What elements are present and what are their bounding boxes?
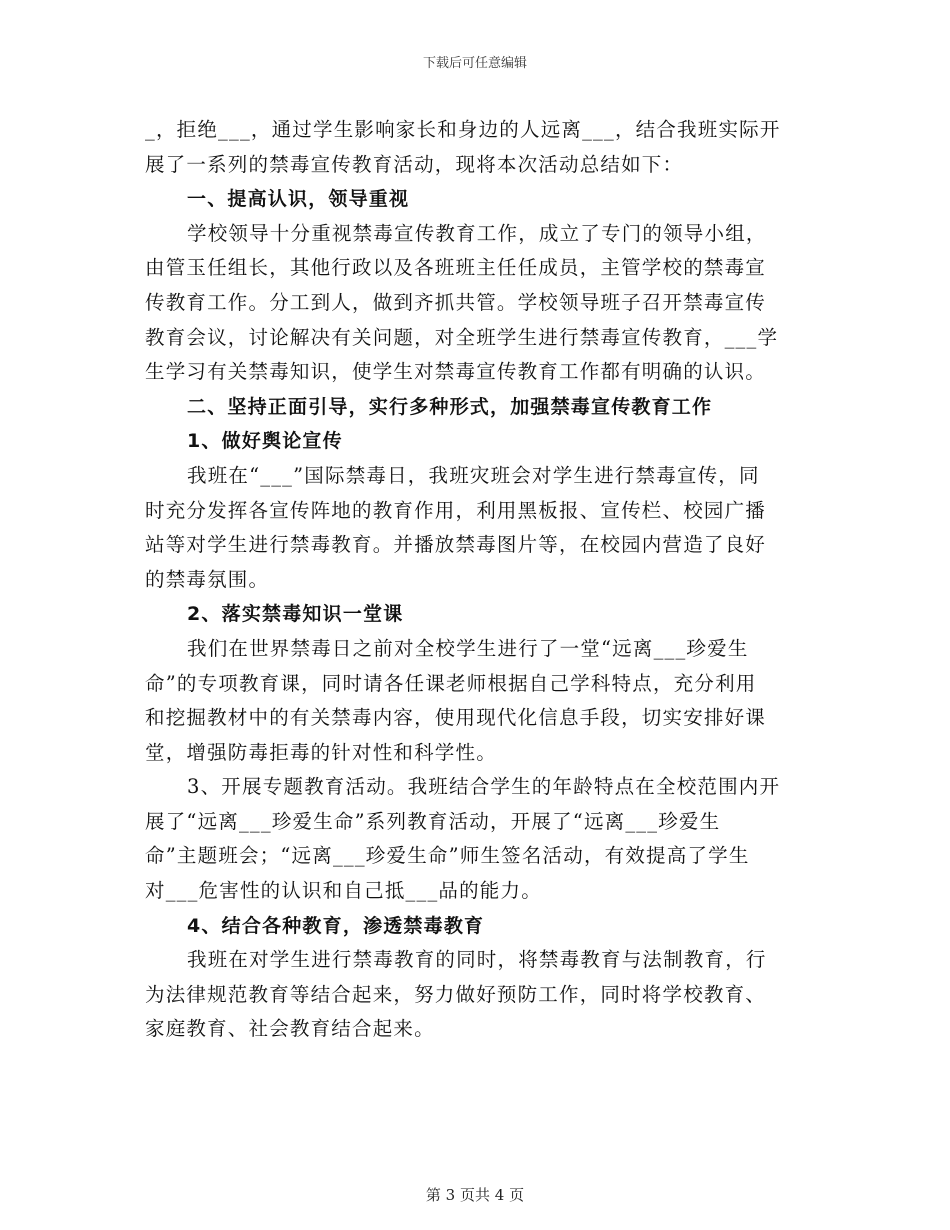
paragraph-line: 家庭教育、社会教育结合起来。 <box>145 1017 435 1041</box>
paragraph-line: 对___危害性的认识和自己抵___品的能力。 <box>145 879 542 903</box>
section-heading: 1、做好舆论宣传 <box>187 430 343 453</box>
paragraph-line: 生学习有关禁毒知识，使学生对禁毒宣传教育工作都有明确的认识。 <box>145 360 767 384</box>
paragraph-line: 由管玉任组长，其他行政以及各班班主任任成员，主管学校的禁毒宣 <box>145 256 767 280</box>
section-heading: 二、坚持正面引导，实行多种形式，加强禁毒宣传教育工作 <box>187 395 713 418</box>
page-footer: 第 3 页共 4 页 <box>425 1186 525 1204</box>
paragraph-line: 命”的专项教育课，同时请各任课老师根据自己学科特点，充分利用 <box>145 671 757 695</box>
paragraph-line: 我班在“___”国际禁毒日，我班灾班会对学生进行禁毒宣传，同 <box>187 463 760 487</box>
paragraph-line: 传教育工作。分工到人，做到齐抓共管。学校领导班子召开禁毒宣传 <box>145 290 767 314</box>
paragraph-line: 我班在对学生进行禁毒教育的同时，将禁毒教育与法制教育，行 <box>187 948 767 972</box>
paragraph-line: 教育会议，讨论解决有关问题，对全班学生进行禁毒宣传教育，___学 <box>145 325 779 349</box>
paragraph-line: _，拒绝___，通过学生影响家长和身边的人远离___，结合我班实际开 <box>145 118 781 141</box>
section-heading: 2、落实禁毒知识一堂课 <box>187 603 404 626</box>
paragraph-line: 堂，增强防毒拒毒的针对性和科学性。 <box>145 740 497 764</box>
paragraph-line: 学校领导十分重视禁毒宣传教育工作，成立了专门的领导小组， <box>187 221 767 245</box>
paragraph-line: 和挖掘教材中的有关禁毒内容，使用现代化信息手段，切实安排好课 <box>145 706 767 730</box>
section-heading: 一、提高认识，领导重视 <box>187 188 410 211</box>
paragraph-line: 站等对学生进行禁毒教育。并播放禁毒图片等，在校园内营造了良好 <box>145 533 767 557</box>
page-header: 下载后可任意编辑 <box>422 56 527 71</box>
section-heading: 4、结合各种教育，渗透禁毒教育 <box>187 914 485 937</box>
paragraph-line: 展了一系列的禁毒宣传教育活动，现将本次活动总结如下： <box>145 152 684 176</box>
paragraph-line: 命”主题班会；“远离___珍爱生命”师生签名活动，有效提高了学生 <box>145 844 750 868</box>
paragraph-line: 的禁毒氛围。 <box>145 567 270 591</box>
paragraph-line: 为法律规范教育等结合起来，努力做好预防工作，同时将学校教育、 <box>145 982 767 1006</box>
paragraph-line: 时充分发挥各宣传阵地的教育作用，利用黑板报、宣传栏、校园广播 <box>145 498 767 522</box>
paragraph-line: 我们在世界禁毒日之前对全校学生进行了一堂“远离___珍爱生 <box>187 636 749 660</box>
paragraph-line: 3、开展专题教育活动。我班结合学生的年龄特点在全校范围内开 <box>187 775 781 799</box>
document-body <box>145 113 805 1047</box>
paragraph-line: 展了“远离___珍爱生命”系列教育活动，开展了“远离___珍爱生 <box>145 809 721 833</box>
